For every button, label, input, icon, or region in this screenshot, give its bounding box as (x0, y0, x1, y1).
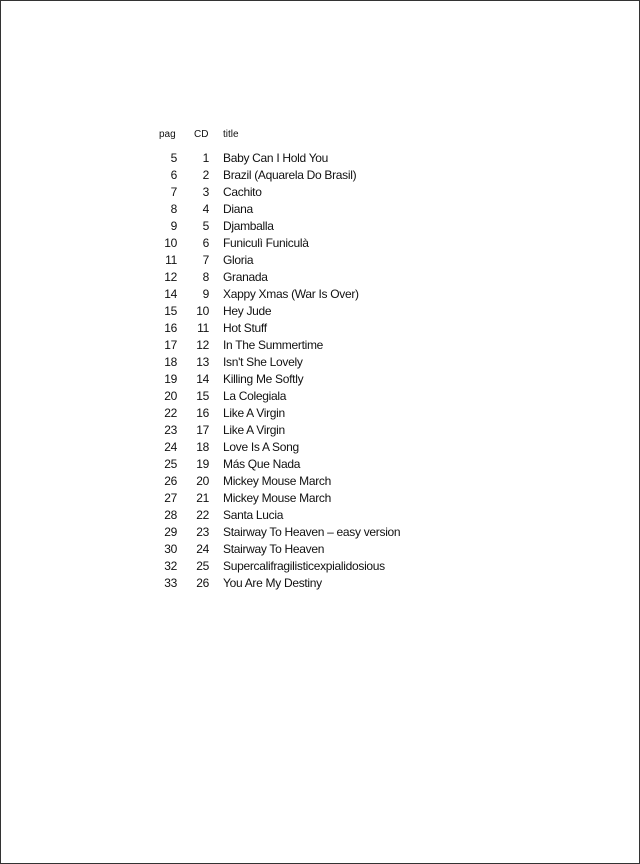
table-row (1, 168, 501, 185)
page-number: 28 (164, 508, 177, 522)
song-title: Más Que Nada (223, 457, 301, 471)
cd-track: 25 (196, 559, 209, 573)
page-number: 8 (170, 202, 177, 216)
page-number: 17 (164, 338, 177, 352)
page-number: 29 (164, 525, 177, 539)
cd-track: 16 (196, 406, 209, 420)
table-row (1, 423, 501, 440)
table-row (1, 253, 501, 270)
song-title: Gloria (223, 253, 254, 267)
page-number: 14 (164, 287, 177, 301)
table-row (1, 304, 501, 321)
song-title: Hot Stuff (223, 321, 267, 335)
cd-track: 18 (196, 440, 209, 454)
page-number: 18 (164, 355, 177, 369)
cd-track: 4 (202, 202, 209, 216)
table-row (1, 559, 501, 576)
song-title: Funiculì Funiculà (223, 236, 309, 250)
cd-track: 9 (202, 287, 209, 301)
cd-track: 12 (196, 338, 209, 352)
cd-track: 24 (196, 542, 209, 556)
song-title: Love Is A Song (223, 440, 299, 454)
table-row (1, 440, 501, 457)
page-number: 7 (170, 185, 177, 199)
header-cd: CD (194, 129, 209, 140)
page-number: 24 (164, 440, 177, 454)
song-title: Isn't She Lovely (223, 355, 303, 369)
page-number: 5 (170, 151, 177, 165)
cd-track: 13 (196, 355, 209, 369)
cd-track: 2 (202, 168, 209, 182)
table-row (1, 457, 501, 474)
table-row (1, 372, 501, 389)
song-title: Stairway To Heaven – easy version (223, 525, 401, 539)
song-title: Hey Jude (223, 304, 272, 318)
page-number: 25 (164, 457, 177, 471)
song-title: Diana (223, 202, 253, 216)
table-row (1, 389, 501, 406)
song-title: Granada (223, 270, 268, 284)
cd-track: 20 (196, 474, 209, 488)
table-row (1, 576, 501, 593)
cd-track: 22 (196, 508, 209, 522)
page-number: 10 (164, 236, 177, 250)
song-title: Like A Virgin (223, 423, 285, 437)
table-row (1, 338, 501, 355)
page-number: 26 (164, 474, 177, 488)
cd-track: 5 (202, 219, 209, 233)
table-row (1, 219, 501, 236)
cd-track: 1 (202, 151, 209, 165)
table-row (1, 542, 501, 559)
table-row (1, 202, 501, 219)
page-number: 6 (170, 168, 177, 182)
song-title: Brazil (Aquarela Do Brasil) (223, 168, 357, 182)
cd-track: 15 (196, 389, 209, 403)
cd-track: 26 (196, 576, 209, 590)
header-title: title (223, 129, 239, 140)
cd-track: 11 (197, 321, 209, 335)
cd-track: 14 (196, 372, 209, 386)
cd-track: 17 (196, 423, 209, 437)
song-title: La Colegiala (223, 389, 287, 403)
table-row (1, 491, 501, 508)
table-row (1, 287, 501, 304)
song-title: Cachito (223, 185, 262, 199)
table-row (1, 355, 501, 372)
page-number: 33 (164, 576, 177, 590)
song-title: Xappy Xmas (War Is Over) (223, 287, 359, 301)
cd-track: 8 (202, 270, 209, 284)
song-title: In The Summertime (223, 338, 324, 352)
song-title: Santa Lucia (223, 508, 284, 522)
page-number: 15 (164, 304, 177, 318)
cd-track: 10 (196, 304, 209, 318)
page-number: 12 (164, 270, 177, 284)
song-title: Mickey Mouse March (223, 474, 331, 488)
table-row (1, 525, 501, 542)
page-number: 22 (164, 406, 177, 420)
song-title: Djamballa (223, 219, 274, 233)
table-row (1, 474, 501, 491)
cd-track: 3 (202, 185, 209, 199)
cd-track: 7 (202, 253, 209, 267)
song-title: Stairway To Heaven (223, 542, 325, 556)
page-number: 30 (164, 542, 177, 556)
song-title: You Are My Destiny (223, 576, 322, 590)
page-number: 11 (165, 253, 177, 267)
song-title: Supercalifragilisticexpialidosious (223, 559, 385, 573)
table-row (1, 185, 501, 202)
table-row (1, 151, 501, 168)
cd-track: 21 (196, 491, 209, 505)
page-number: 19 (164, 372, 177, 386)
cd-track: 6 (202, 236, 209, 250)
table-row (1, 321, 501, 338)
header-pag: pag (159, 129, 176, 140)
page-number: 23 (164, 423, 177, 437)
page-number: 9 (170, 219, 177, 233)
cd-track: 23 (196, 525, 209, 539)
song-title: Baby Can I Hold You (223, 151, 329, 165)
page-number: 16 (164, 321, 177, 335)
cd-track: 19 (196, 457, 209, 471)
page-number: 32 (164, 559, 177, 573)
song-title: Killing Me Softly (223, 372, 304, 386)
song-title: Mickey Mouse March (223, 491, 331, 505)
table-row (1, 236, 501, 253)
song-title: Like A Virgin (223, 406, 285, 420)
page-number: 20 (164, 389, 177, 403)
table-row (1, 270, 501, 287)
page-number: 27 (164, 491, 177, 505)
table-row (1, 406, 501, 423)
table-row (1, 508, 501, 525)
